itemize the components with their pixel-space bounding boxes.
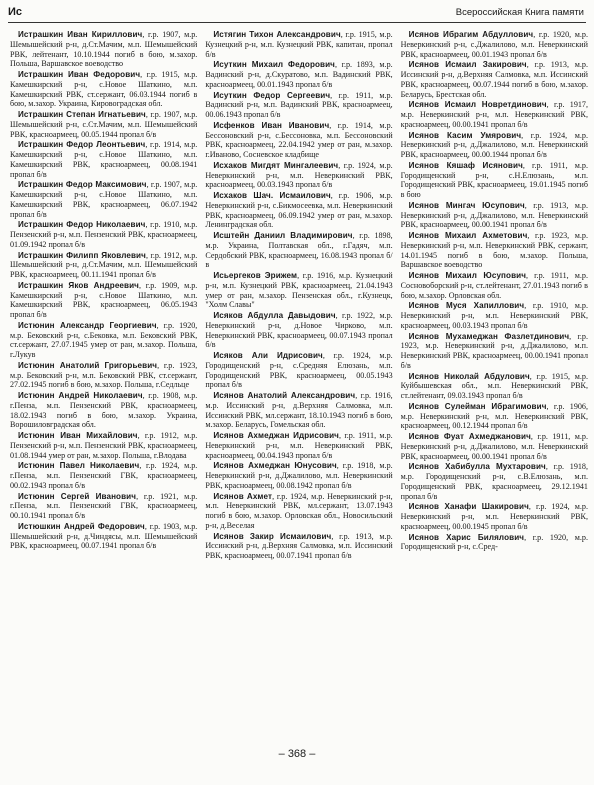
memorial-entry xyxy=(205,391,392,430)
memorial-entry xyxy=(401,462,588,501)
person-details: , г.р. 1906, м.р. Неверкинский р-н, с.Бикмосеевка, м.п. Неверкинский РВК, красноармеец, 06.09.1942 умер от ран, м.захор. Ленинградская обл. xyxy=(205,191,393,230)
person-name: Истрашкин Степан Игнатьевич xyxy=(18,110,146,119)
memorial-entry xyxy=(205,431,392,460)
memorial-entry xyxy=(401,60,588,99)
person-details: , г.р. 1910, м.р. Пензенский р-н, м.п. Пензенский РВК, красноармеец, 01.09.1942 пропал б/в xyxy=(10,220,198,249)
memorial-entry xyxy=(401,332,588,371)
person-details: , г.р. 1911, м.р. Городищенский р-н, с.Н.Елюзань, м.п. Городищенский РВК, красноармеец, 19.01.1945 погиб в бою xyxy=(400,160,588,199)
person-details: , г.р. 1924, м.р. Неверкинский р-н, м.п. Неверкинский РВК, мл.сержант, 13.07.1943 погиб в бою, м.захор. Орловская обл., Новосильский р-н, д.Веселая xyxy=(205,491,393,530)
person-details: , г.р. 1907, м.р. Шемышейский р-н, с.Ст.Мачим, м.п. Шемышейский РВК, красноармеец, 00.05.1944 пропал б/в xyxy=(10,110,198,139)
memorial-entry xyxy=(401,100,588,129)
person-details: , г.р. 1915, м.р. Куйбышевская обл., м.п. Неверкинский РВК, ст.лейтенант, 09.03.1943 пропал б/в xyxy=(400,371,588,400)
memorial-entry xyxy=(205,461,392,490)
person-details: , г.р. 1924, м.р. Неверкинский р-н, д.Джалилово, м.п. Неверкинский РВК, красноармеец, 00.00.1944 пропал б/в xyxy=(400,130,588,159)
person-details: , г.р. 1924, м.р. г.Пенза, м.п. Пензенский ГВК, красноармеец, 00.02.1943 пропал б/в xyxy=(10,461,198,490)
person-details: , г.р. 1913, м.р. Неверкинский р-н, д.Джалилово, м.п. Неверкинский РВК, красноармеец, 00.00.1941 пропал б/в xyxy=(400,200,588,230)
person-name: Истюшкин Андрей Федорович xyxy=(18,521,145,531)
person-name: Истюнин Андрей Николаевич xyxy=(18,391,143,400)
person-details: , г.р. 1923, м.р. Неверкинский р-н, м.п. Неверкинский РВК, сержант, 14.01.1945 погиб в бою, м.захор. Польша, Варшавское воеводство xyxy=(400,231,588,270)
person-name: Исьергеков Эрижем xyxy=(213,271,298,280)
person-name: Исянов Муся Хапиллович xyxy=(408,301,525,311)
person-details: , г.р. 1920, м.р. Неверкинский р-н, с.Джалилово, м.п. Неверкинский РВК, красноармеец, 00.01.1943 пропал б/в xyxy=(400,30,588,59)
memorial-entry xyxy=(401,231,588,270)
person-name: Исянов Ахмеджан Юнусович xyxy=(213,461,337,471)
memorial-entry xyxy=(10,251,197,280)
book-title: Всероссийская Книга памяти xyxy=(455,7,584,18)
person-details: , г.р. 1924, м.р. Неверкинский р-н, м.п. Неверкинский РВК, красноармеец, 00.03.1943 пропал б/в xyxy=(205,160,393,190)
memorial-entry xyxy=(205,91,392,120)
person-details: , г.р. 1908, м.р. г.Пенза, м.п. Пензенский РВК, красноармеец, 18.02.1943 погиб в бою, м.захор. Украина, Ворошиловградская обл. xyxy=(10,391,198,430)
person-name: Исянов Исмаил Закирович xyxy=(408,60,527,70)
person-name: Исхаков Мигдят Мингалеевич xyxy=(213,160,339,170)
person-details: , г.р. 1903, м.р. Шемышейский р-н, д.Чиндясы, м.п. Шемышейский РВК, красноармеец, 00.07.1941 пропал б/в xyxy=(10,521,198,551)
memorial-entry xyxy=(10,110,197,139)
person-name: Исянов Фуат Ахмеджанович xyxy=(408,432,531,441)
person-details: , г.р. 1923, м.р. Неверкинский р-н, д.Джалилово, м.п. Неверкинский РВК, красноармеец, 00.00.1941 пропал б/в xyxy=(400,331,588,370)
memorial-entry xyxy=(205,231,392,270)
memorial-entry xyxy=(205,60,392,89)
memorial-entry xyxy=(205,532,392,561)
memorial-entry xyxy=(401,301,588,330)
header-rule xyxy=(8,22,586,23)
memorial-entry xyxy=(10,281,197,320)
memorial-entry xyxy=(205,191,392,230)
person-name: Исянов Закир Исмаилович xyxy=(213,531,332,541)
memorial-entry xyxy=(401,131,588,160)
memorial-entry xyxy=(10,492,197,521)
person-name: Истрашкин Яков Андреевич xyxy=(18,280,139,290)
person-name: Исянов Сулейман Ибрагимович xyxy=(408,401,547,411)
person-name: Исянов Михаил Ахметович xyxy=(408,231,528,240)
memorial-entry xyxy=(401,161,588,200)
person-name: Исхаков Шач. Исмаилович xyxy=(213,191,331,200)
memorial-entry xyxy=(205,351,392,390)
person-details: , г.р. 1922, м.р. Неверкинский р-н, д.Новое Чирково, м.п. Неверкинский РВК, красноармеец, 00.07.1943 пропал б/в xyxy=(205,311,393,350)
person-details: , г.р. 1924, м.р. Городищенский р-н, с.Средняя Елюзань, м.п. Городищенский РВК, красноармеец, 00.05.1943 пропал б/в xyxy=(205,351,393,390)
person-name: Исянов Ахмет xyxy=(213,491,273,501)
person-details: , г.р. 1913, м.р. Иссинский р-н, д.Верхняя Салмовка, м.п. Иссинский РВК, красноармеец, 00.07.1944 погиб в бою, м.захор. Беларусь, Брестская обл. xyxy=(400,60,588,99)
person-name: Исфенков Иван Иванович xyxy=(213,120,330,130)
person-name: Исянов Мухамеджан Фазлетдинович xyxy=(408,331,570,341)
person-name: Исянов Ханафи Шакирович xyxy=(408,502,529,512)
person-name: Исянов Хабибулла Мухтарович xyxy=(408,462,546,472)
memorial-entry xyxy=(401,271,588,300)
person-name: Исянов Анатолий Александрович xyxy=(213,391,356,400)
memorial-entry xyxy=(10,321,197,360)
person-details: , г.р. 1923, м.р. Бековский р-н, м.п. Бековский РВК, ст.сержант, 27.02.1945 погиб в бою, м.захор. Польша, г.Седльце xyxy=(10,360,198,390)
person-details: , г.р. 1912, м.р. Шемышейский р-н, д.Ст.Мачим, м.п. Шемышейский РВК, красноармеец, 00.11.1941 пропал б/в xyxy=(10,250,198,279)
memorial-entry xyxy=(10,361,197,390)
person-details: , г.р. 1910, м.р. Неверкинский р-н, м.п. Неверкинский РВК, красноармеец, 00.03.1943 пропал б/в xyxy=(400,301,588,330)
memorial-entry xyxy=(401,201,588,230)
person-details: , г.р. 1911, м.р. Неверкинский р-н, м.п. Неверкинский РВК, красноармеец, 00.04.1943 пропал б/в xyxy=(205,431,393,460)
person-name: Исянов Кяшаф Исянович xyxy=(408,160,523,170)
person-details: , г.р. 1907, м.р. Камешкирский р-н, с.Новое Шаткино, м.п. Камешкирский РВК, красноармеец, 06.07.1942 пропал б/в xyxy=(10,180,198,219)
memorial-entry xyxy=(10,140,197,179)
person-details: , г.р. 1920, м.р. Бековский р-н, с.Бековка, м.п. Бековский РВК, ст.сержант, 27.07.1945 умер от ран, м.захор. Польша, г.Лукув xyxy=(10,320,198,359)
memorial-entry xyxy=(10,30,197,69)
person-details: , г.р. 1921, м.р. г.Пенза, м.п. Пензенский ГВК, красноармеец, 00.10.1941 пропал б/в xyxy=(10,491,198,520)
memorial-entry xyxy=(10,70,197,109)
memorial-entry xyxy=(401,372,588,401)
person-name: Исянов Ахмеджан Идрисович xyxy=(213,431,339,440)
person-name: Исянов Касим Умярович xyxy=(408,130,522,140)
person-name: Истрашкин Филипп Яковлевич xyxy=(18,250,146,260)
person-details: , г.р. 1898, м.р. Украина, Полтавская обл., г.Гадяч, м.п. Сердобский РВК, красноармеец, 16.08.1943 пропал б/в xyxy=(205,231,393,270)
person-details: , г.р. 1916, м.р. Иссинский р-н, д.Верхняя Салмовка, м.п. Иссинский РВК, мл.сержант, 18.10.1943 погиб в бою, м.захор. Беларусь, Гомельская обл. xyxy=(205,391,393,430)
memorial-entry xyxy=(401,502,588,531)
person-details: , г.р. 1906, м.р. Неверкинский р-н, м.п. Неверкинский РВК, красноармеец, 00.12.1944 пропал б/в xyxy=(400,401,588,431)
memorial-entry xyxy=(401,432,588,461)
person-name: Истюнин Сергей Иванович xyxy=(18,491,137,501)
person-name: Исянов Ибрагим Абдуллович xyxy=(408,30,534,39)
text-columns xyxy=(10,30,588,742)
person-details: , г.р. 1924, м.р. Неверкинский р-н, м.п. Неверкинский РВК, красноармеец, 00.00.1945 пропал б/в xyxy=(400,502,588,531)
memorial-entry xyxy=(10,431,197,460)
person-details: , г.р. 1917, м.р. Неверкинский р-н, м.п. Неверкинский РВК, красноармеец, 00.00.1941 пропал б/в xyxy=(400,100,588,129)
column-3 xyxy=(401,30,588,742)
memorial-entry xyxy=(10,522,197,551)
memorial-entry xyxy=(10,461,197,490)
person-details: , г.р. 1914, м.р. Бессоновский р-н, с.Бессоновка, м.п. Бессоновский РВК, красноармеец, 22.04.1942 умер от ран, м.захор. г.Иваново, Сосневское кладбище xyxy=(205,120,393,159)
person-name: Исянов Исмаил Новретдинович xyxy=(408,100,547,110)
memorial-entry xyxy=(205,30,392,59)
memorial-entry xyxy=(10,391,197,430)
memorial-entry xyxy=(205,121,392,160)
person-details: , г.р. 1916, м.р. Кузнецкий р-н, м.п. Кузнецкий РВК, красноармеец, 21.04.1943 умер от ран, м.захор. Пензенская обл., г.Кузнецк, "Холм Славы" xyxy=(205,271,393,310)
memorial-entry xyxy=(10,220,197,249)
person-details: , г.р. 1918, м.р. Городищенский р-н, с.В.Елюзань, м.п. Городищенский РВК, красноармеец, 29.12.1941 пропал б/в xyxy=(400,462,588,501)
page-header xyxy=(8,4,586,22)
person-name: Исуткин Федор Сергеевич xyxy=(213,90,331,100)
person-name: Истюнин Анатолий Григорьевич xyxy=(18,360,158,370)
memorial-entry xyxy=(401,30,588,59)
person-details: , г.р. 1912, м.р. Пензенский р-н, м.п. Пензенский РВК, красноармеец, 01.08.1944 умер от ран, м.захор. Польша, г.Влодава xyxy=(10,431,198,460)
person-name: Истрашкин Федор Максимович xyxy=(18,180,147,190)
person-details: , г.р. 1911, м.р. Вадинский р-н, м.п. Вадинский РВК, красноармеец, 00.06.1943 пропал б/в xyxy=(205,90,393,119)
header-letters: Ис xyxy=(8,6,23,18)
memorial-entry xyxy=(401,402,588,431)
person-name: Исянов Михаил Юсупович xyxy=(408,271,527,280)
person-name: Истрашкин Иван Федорович xyxy=(18,70,141,79)
person-name: Исяков Абдулла Давыдович xyxy=(213,311,336,320)
page-number: – 368 – xyxy=(278,748,316,760)
person-name: Истрашкин Федор Николаевич xyxy=(18,220,146,230)
memorial-entry xyxy=(205,161,392,190)
person-name: Исяков Али Идрисович xyxy=(213,351,323,360)
memorial-entry xyxy=(205,311,392,350)
person-details: , г.р. 1913, м.р. Иссинский р-н, д.Верхняя Салмовка, м.п. Иссинский РВК, красноармеец, 00.07.1941 пропал б/в xyxy=(205,531,393,560)
person-name: Истягин Тихон Александрович xyxy=(213,30,341,39)
person-name: Истюнин Иван Михайлович xyxy=(18,431,138,440)
person-name: Истрашкин Федор Леонтьевич xyxy=(18,140,146,150)
person-name: Истюнин Павел Николаевич xyxy=(18,461,140,471)
person-name: Исштейн Даниил Владимирович xyxy=(213,231,353,240)
person-details: , г.р. 1918, м.р. Неверкинский р-н, д.Джалилово, м.п. Неверкинский РВК, красноармеец, 00.08.1942 пропал б/в xyxy=(205,461,393,490)
person-name: Исуткин Михаил Федорович xyxy=(213,60,335,70)
memorial-entry xyxy=(205,492,392,531)
person-name: Исянов Мингач Юсупович xyxy=(408,200,525,210)
person-name: Исянов Харис Билялович xyxy=(408,532,525,542)
memorial-entry xyxy=(205,271,392,310)
person-name: Исянов Николай Абдулович xyxy=(408,371,530,381)
person-details: , г.р. 1915, м.р. Камешкирский р-н, с.Новое Шаткино, м.п. Камешкирский РВК, ст.сержант, 06.03.1944 погиб в бою, м.захор. Украина, Кировоградская обл. xyxy=(10,70,198,109)
person-name: Истрашкин Иван Кириллович xyxy=(18,30,143,39)
column-2 xyxy=(205,30,392,742)
person-details: , г.р. 1907, м.р. Шемышейский р-н, д.Ст.Мачим, м.п. Шемышейский РВК, лейтенант, 10.10.1944 погиб в бою, м.захор. Польша, Варшавское воеводство xyxy=(10,30,198,69)
person-details: , г.р. 1911, м.р. Сосновоборский р-н, ст.лейтенант, 27.01.1943 погиб в бою, м.захор. Орловская обл. xyxy=(400,271,588,300)
person-name: Истюнин Александр Георгиевич xyxy=(18,320,157,330)
person-details: , г.р. 1911, м.р. Неверкинский р-н, д.Джалилово, м.п. Неверкинский РВК, красноармеец, 00.00.1941 пропал б/в xyxy=(400,432,588,461)
person-details: , г.р. 1915, м.р. Кузнецкий р-н, м.п. Кузнецкий РВК, капитан, пропал б/в xyxy=(205,30,393,59)
person-details: , г.р. 1893, м.р. Вадинский р-н, д.Скуратово, м.п. Вадинский РВК, красноармеец, 00.01.1943 пропал б/в xyxy=(205,60,393,89)
memorial-entry xyxy=(10,180,197,219)
person-details: , г.р. 1914, м.р. Камешкирский р-н, с.Новое Шаткино, м.п. Камешкирский РВК, красноармеец, 00.08.1941 пропал б/в xyxy=(10,140,198,179)
person-details: , г.р. 1920, м.р. Городищенский р-н, с.Сред- xyxy=(400,532,588,552)
column-1 xyxy=(10,30,197,742)
person-details: , г.р. 1909, м.р. Камешкирский р-н, с.Новое Шаткино, м.п. Камешкирский РВК, красноармеец, 06.05.1943 пропал б/в xyxy=(10,280,198,319)
memorial-entry xyxy=(401,533,588,553)
